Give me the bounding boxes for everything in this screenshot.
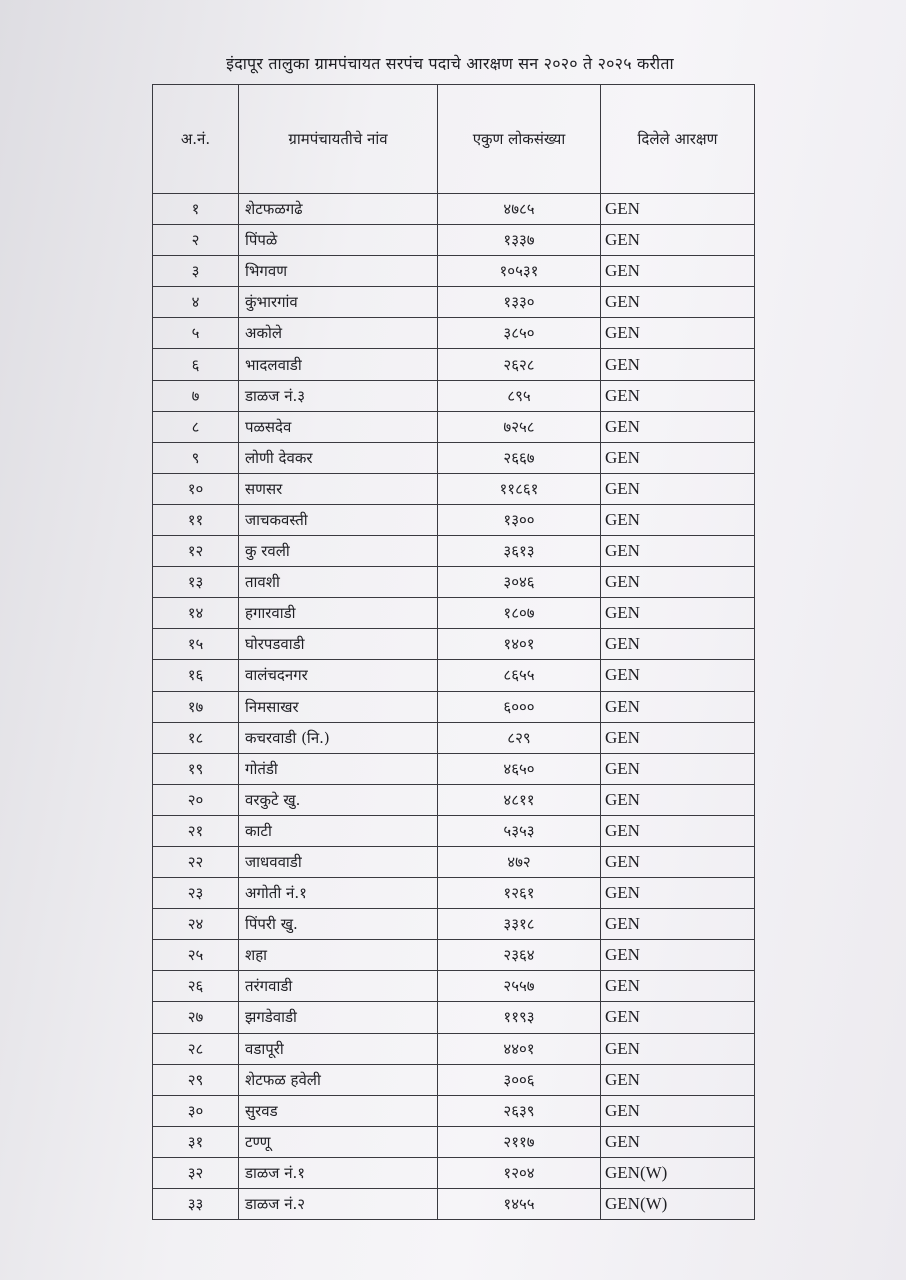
header-serial-number: अ.नं. [153, 85, 239, 194]
cell-grampanchayat-name: शहा [239, 940, 438, 971]
cell-population: ४७२ [438, 846, 601, 877]
cell-reservation: GEN [601, 194, 755, 225]
cell-reservation: GEN [601, 380, 755, 411]
cell-population: ३३१८ [438, 909, 601, 940]
table-row [153, 878, 755, 909]
table-row [153, 629, 755, 660]
cell-reservation: GEN [601, 878, 755, 909]
cell-population: १०५३१ [438, 256, 601, 287]
cell-population: ४८११ [438, 784, 601, 815]
cell-reservation: GEN [601, 1033, 755, 1064]
cell-population: ११९३ [438, 1002, 601, 1033]
cell-population: १३०० [438, 504, 601, 535]
cell-serial-number: १७ [153, 691, 239, 722]
cell-population: ३८५० [438, 318, 601, 349]
cell-reservation: GEN [601, 971, 755, 1002]
cell-serial-number: ९ [153, 442, 239, 473]
cell-reservation: GEN [601, 473, 755, 504]
cell-serial-number: ३३ [153, 1189, 239, 1220]
table-row [153, 194, 755, 225]
cell-grampanchayat-name: शेटफळ हवेली [239, 1064, 438, 1095]
cell-serial-number: ११ [153, 504, 239, 535]
cell-grampanchayat-name: डाळज नं.२ [239, 1189, 438, 1220]
cell-reservation: GEN [601, 784, 755, 815]
cell-grampanchayat-name: लोणी देवकर [239, 442, 438, 473]
cell-grampanchayat-name: अगोती नं.१ [239, 878, 438, 909]
cell-serial-number: २३ [153, 878, 239, 909]
cell-serial-number: ३२ [153, 1157, 239, 1188]
cell-grampanchayat-name: निमसाखर [239, 691, 438, 722]
table-row [153, 1033, 755, 1064]
cell-population: ८९५ [438, 380, 601, 411]
cell-serial-number: ३१ [153, 1126, 239, 1157]
cell-reservation: GEN [601, 691, 755, 722]
cell-grampanchayat-name: कुंभारगांव [239, 287, 438, 318]
cell-population: २५५७ [438, 971, 601, 1002]
cell-population: २६६७ [438, 442, 601, 473]
cell-grampanchayat-name: कु रवली [239, 536, 438, 567]
table-row [153, 1189, 755, 1220]
cell-reservation: GEN [601, 722, 755, 753]
cell-reservation: GEN [601, 660, 755, 691]
table-row [153, 256, 755, 287]
cell-reservation: GEN [601, 1095, 755, 1126]
cell-population: ४६५० [438, 753, 601, 784]
cell-grampanchayat-name: कचरवाडी (नि.) [239, 722, 438, 753]
reservation-table [152, 84, 755, 1220]
cell-population: १४५५ [438, 1189, 601, 1220]
cell-population: ८६५५ [438, 660, 601, 691]
cell-grampanchayat-name: पिंपळे [239, 225, 438, 256]
table-row [153, 815, 755, 846]
cell-population: २११७ [438, 1126, 601, 1157]
table-row [153, 1095, 755, 1126]
cell-reservation: GEN(W) [601, 1189, 755, 1220]
table-row [153, 411, 755, 442]
cell-reservation: GEN [601, 536, 755, 567]
cell-reservation: GEN [601, 1126, 755, 1157]
cell-reservation: GEN [601, 411, 755, 442]
cell-serial-number: १२ [153, 536, 239, 567]
cell-reservation: GEN [601, 567, 755, 598]
cell-reservation: GEN [601, 349, 755, 380]
table-body [153, 194, 755, 1220]
cell-reservation: GEN [601, 846, 755, 877]
cell-grampanchayat-name: भिगवण [239, 256, 438, 287]
cell-grampanchayat-name: तावशी [239, 567, 438, 598]
cell-grampanchayat-name: झगडेवाडी [239, 1002, 438, 1033]
cell-grampanchayat-name: तरंगवाडी [239, 971, 438, 1002]
cell-population: ४४०१ [438, 1033, 601, 1064]
cell-serial-number: १ [153, 194, 239, 225]
cell-population: ६००० [438, 691, 601, 722]
cell-serial-number: ३० [153, 1095, 239, 1126]
table-row [153, 691, 755, 722]
cell-serial-number: १० [153, 473, 239, 504]
table-row [153, 1002, 755, 1033]
cell-population: १४०१ [438, 629, 601, 660]
header-grampanchayat-name: ग्रामपंचायतीचे नांव [239, 85, 438, 194]
cell-reservation: GEN(W) [601, 1157, 755, 1188]
cell-serial-number: १६ [153, 660, 239, 691]
table-row [153, 504, 755, 535]
table-row [153, 909, 755, 940]
cell-population: १८०७ [438, 598, 601, 629]
cell-serial-number: १३ [153, 567, 239, 598]
table-row [153, 1157, 755, 1188]
document-title: इंदापूर तालुका ग्रामपंचायत सरपंच पदाचे आरक्षण सन २०२० ते २०२५ करीता [226, 54, 674, 73]
table-row [153, 1126, 755, 1157]
table-row [153, 660, 755, 691]
cell-serial-number: २ [153, 225, 239, 256]
cell-serial-number: ७ [153, 380, 239, 411]
cell-serial-number: २२ [153, 846, 239, 877]
cell-reservation: GEN [601, 442, 755, 473]
table-row [153, 536, 755, 567]
cell-reservation: GEN [601, 1002, 755, 1033]
cell-population: १३३० [438, 287, 601, 318]
cell-grampanchayat-name: भादलवाडी [239, 349, 438, 380]
cell-grampanchayat-name: सुरवड [239, 1095, 438, 1126]
cell-grampanchayat-name: वालंचदनगर [239, 660, 438, 691]
cell-grampanchayat-name: पळसदेव [239, 411, 438, 442]
cell-serial-number: १४ [153, 598, 239, 629]
cell-grampanchayat-name: गोतंडी [239, 753, 438, 784]
table-row [153, 784, 755, 815]
cell-serial-number: २१ [153, 815, 239, 846]
cell-grampanchayat-name: सणसर [239, 473, 438, 504]
cell-serial-number: २६ [153, 971, 239, 1002]
table-row [153, 225, 755, 256]
cell-reservation: GEN [601, 504, 755, 535]
table-row [153, 567, 755, 598]
cell-serial-number: २९ [153, 1064, 239, 1095]
table-row [153, 722, 755, 753]
cell-population: ११८६१ [438, 473, 601, 504]
cell-serial-number: २७ [153, 1002, 239, 1033]
table-row [153, 287, 755, 318]
cell-grampanchayat-name: पिंपरी खु. [239, 909, 438, 940]
cell-grampanchayat-name: डाळज नं.३ [239, 380, 438, 411]
cell-grampanchayat-name: वडापूरी [239, 1033, 438, 1064]
cell-population: ८२९ [438, 722, 601, 753]
cell-grampanchayat-name: जाचकवस्ती [239, 504, 438, 535]
cell-serial-number: २० [153, 784, 239, 815]
cell-population: १३३७ [438, 225, 601, 256]
table-row [153, 473, 755, 504]
cell-reservation: GEN [601, 318, 755, 349]
cell-population: ३६१३ [438, 536, 601, 567]
cell-serial-number: ४ [153, 287, 239, 318]
table-row [153, 846, 755, 877]
table-row [153, 753, 755, 784]
cell-population: ५३५३ [438, 815, 601, 846]
header-reservation: दिलेले आरक्षण [601, 85, 755, 194]
cell-reservation: GEN [601, 909, 755, 940]
cell-serial-number: ५ [153, 318, 239, 349]
cell-grampanchayat-name: घोरपडवाडी [239, 629, 438, 660]
cell-reservation: GEN [601, 753, 755, 784]
table-row [153, 349, 755, 380]
cell-serial-number: १९ [153, 753, 239, 784]
cell-population: ४७८५ [438, 194, 601, 225]
table-row [153, 1064, 755, 1095]
cell-grampanchayat-name: जाधववाडी [239, 846, 438, 877]
cell-grampanchayat-name: टण्णू [239, 1126, 438, 1157]
cell-serial-number: १५ [153, 629, 239, 660]
cell-population: ३०४६ [438, 567, 601, 598]
cell-reservation: GEN [601, 225, 755, 256]
table-row [153, 598, 755, 629]
cell-grampanchayat-name: अकोले [239, 318, 438, 349]
cell-reservation: GEN [601, 287, 755, 318]
table-row [153, 971, 755, 1002]
table-row [153, 380, 755, 411]
cell-population: २३६४ [438, 940, 601, 971]
cell-reservation: GEN [601, 940, 755, 971]
cell-serial-number: १८ [153, 722, 239, 753]
cell-grampanchayat-name: शेटफळगढे [239, 194, 438, 225]
table-row [153, 442, 755, 473]
cell-serial-number: २५ [153, 940, 239, 971]
cell-population: २६३९ [438, 1095, 601, 1126]
cell-reservation: GEN [601, 256, 755, 287]
cell-serial-number: ३ [153, 256, 239, 287]
cell-population: ७२५८ [438, 411, 601, 442]
cell-grampanchayat-name: काटी [239, 815, 438, 846]
cell-serial-number: ८ [153, 411, 239, 442]
cell-population: २६२८ [438, 349, 601, 380]
cell-serial-number: २८ [153, 1033, 239, 1064]
table-header-row [153, 85, 755, 194]
header-total-population: एकुण लोकसंख्या [438, 85, 601, 194]
cell-reservation: GEN [601, 598, 755, 629]
table-row [153, 940, 755, 971]
cell-serial-number: ६ [153, 349, 239, 380]
cell-serial-number: २४ [153, 909, 239, 940]
cell-population: ३००६ [438, 1064, 601, 1095]
cell-population: १२६१ [438, 878, 601, 909]
table-row [153, 318, 755, 349]
cell-grampanchayat-name: हगारवाडी [239, 598, 438, 629]
cell-reservation: GEN [601, 1064, 755, 1095]
cell-reservation: GEN [601, 629, 755, 660]
cell-reservation: GEN [601, 815, 755, 846]
cell-grampanchayat-name: डाळज नं.१ [239, 1157, 438, 1188]
cell-population: १२०४ [438, 1157, 601, 1188]
cell-grampanchayat-name: वरकुटे खु. [239, 784, 438, 815]
